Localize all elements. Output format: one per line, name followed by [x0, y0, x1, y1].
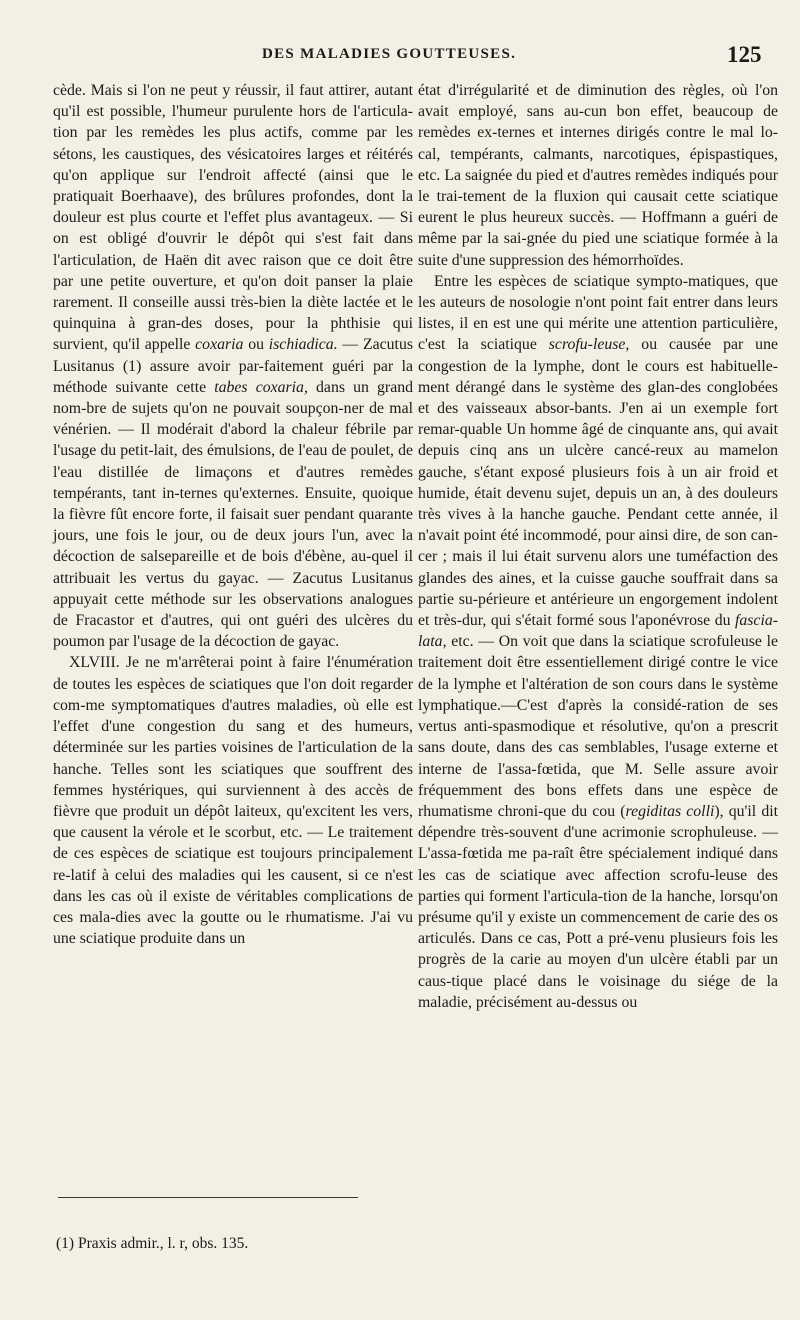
right-column [418, 80, 778, 1013]
footnote-divider [58, 1197, 358, 1198]
page-number: 125 [727, 42, 762, 67]
left-column [53, 80, 413, 949]
paragraph-section-xlviii: XLVIII. Je ne m'arrêterai point à faire l'énumération de toutes les espèces de sciatiques que l'on doit regarder com-me symptomatiques d'autres maladies, où elle est l'effet d'une congestion du sang et des humeurs, déterminée sur les parties voisines de l'articulation de la hanche. Telles sont les sciatiques que souffrent des femmes hystériques, qui surviennent à des accès de fièvre que produit un dépôt laiteux, qu'excitent les vers, que causent la vérole et le scorbut, etc. — Le traitement de ces espèces de sciatique est toujours principalement re-latif à celui des maladies qui les causent, si ce n'est dans les cas où il existe de véritables complications de ces mala-dies avec la goutte ou le rhumatisme. J'ai vu une sciatique produite dans un [53, 654, 413, 948]
footnote: (1) Praxis admir., l. r, obs. 135. [56, 1235, 249, 1252]
running-head [0, 42, 800, 72]
paragraph-menses-sciatica: état d'irrégularité et de diminution des règles, où l'on avait employé, sans au-cun bon effet, beaucoup de remèdes ex-ternes et internes dirigés contre le mal lo-cal, tempérants, calmants, narcotiques, épispastiques, etc. La saignée du pied et d'autres remèdes indiqués pour le trai-tement de la fluxion qui causait cette sciatique eurent le plus heureux succès. — Hoffmann a guéri de même par la sai-gnée du pied une sciatique formée à la suite d'une suppression des hémorrhoïdes. [418, 82, 778, 269]
running-title: DES MALADIES GOUTTEUSES. [262, 46, 517, 62]
paragraph-scrofulous-sciatica: Entre les espèces de sciatique sympto-matiques, que les auteurs de nosologie n'ont point fait entrer dans leurs listes, il en est une qui mérite une attention particulière, c'est la sciatique scrofu-leuse, ou causée par une congestion de la lymphe, dont le cours est habituelle-ment dérangé dans le système des glan-des conglobées et des vaisseaux absor-bants. J'en ai un exemple fort remar-quable Un homme âgé de cinquante ans, qui avait depuis cinq ans un ulcère cancé-reux au mamelon gauche, s'étant exposé plusieurs fois à un air froid et humide, était devenu sujet, depuis un an, à des douleurs très vives à la hanche gauche. Pendant cette année, il n'avait point été incommodé, pour ainsi dire, de son can-cer ; mais il lui était survenu alors une tuméfaction des glandes des aines, et la cuisse gauche souffrait dans sa partie su-périeure et antérieure un engorgement indolent et très-dur, qui s'était formé sous l'aponévrose du fascia-lata, etc. — On voit que dans la sciatique scrofuleuse le traitement doit être essentiellement dirigé contre le vice de la lymphe et l'altération de son cours dans le système lymphatique.—C'est d'après la considé-ration de ses vertus anti-spasmodique et résolutive, qu'on a prescrit sans doute, dans des cas semblables, l'usage externe et interne de l'assa-fœtida, que M. Selle assure avoir fréquemment des bons effets dans une espèce de rhumatisme chroni-que du cou (regiditas colli), qu'il dit dépendre très-souvent d'une acrimonie scrophuleuse. — L'assa-fœtida me pa-raît être spécialement indiqué dans les cas de sciatique avec affection scrofu-leuse des parties qui forment l'articula-tion de la hanche, lorsqu'on présume qu'il y existe un commencement de carie des os articulés. Dans ce cas, Pott a pré-venu plusieurs fois les progrès de la carie au moyen d'un ulcère établi par un caus-tique placé dans le voisinage du siége de la maladie, précisément au-dessus ou [418, 272, 778, 1011]
paragraph-hip-abscess: cède. Mais si l'on ne peut y réussir, il faut attirer, autant qu'il est possible, l'humeur purulente hors de l'articula-tion par les remèdes les plus actifs, comme par les sétons, les caustiques, des vésicatoires larges et réitérés qu'on applique sur l'endroit affecté (ainsi que le pratiquait Boerhaave), des brûlures profondes, dont la douleur est plus courte et l'effet plus avantageux. — Si on est obligé d'ouvrir le dépôt qui s'est fait dans l'articulation, de Haën dit avec raison que ce doit être par une petite ouverture, et qu'on doit panser la plaie rarement. Il conseille aussi très-bien la diète lactée et le quinquina à gran-des doses, pour la phthisie qui survient, qu'il appelle coxaria ou ischiadica. — Zacutus Lusitanus (1) assure avoir par-faitement guéri par la méthode suivante cette tabes coxaria, dans un grand nom-bre de sujets qu'on ne pouvait soupçon-ner de mal vénérien. — Il modérait d'abord la chaleur fébrile par l'usage du petit-lait, des émulsions, de l'eau de poulet, de l'eau distillée de limaçons et d'autres remèdes tempérants, tant in-ternes qu'externes. Ensuite, quoique la fièvre fût encore forte, il faisait suer pendant quarante jours, une fois le jour, ou de deux jours l'un, avec la décoction de salsepareille et de bois d'ébène, au-quel il attribuait les vertus du gayac. — Zacutus Lusitanus appuyait cette méthode sur les observations analogues de Fracastor et d'autres, qui ont guéri des ulcères du poumon par l'usage de la décoction de gayac. [53, 82, 413, 651]
